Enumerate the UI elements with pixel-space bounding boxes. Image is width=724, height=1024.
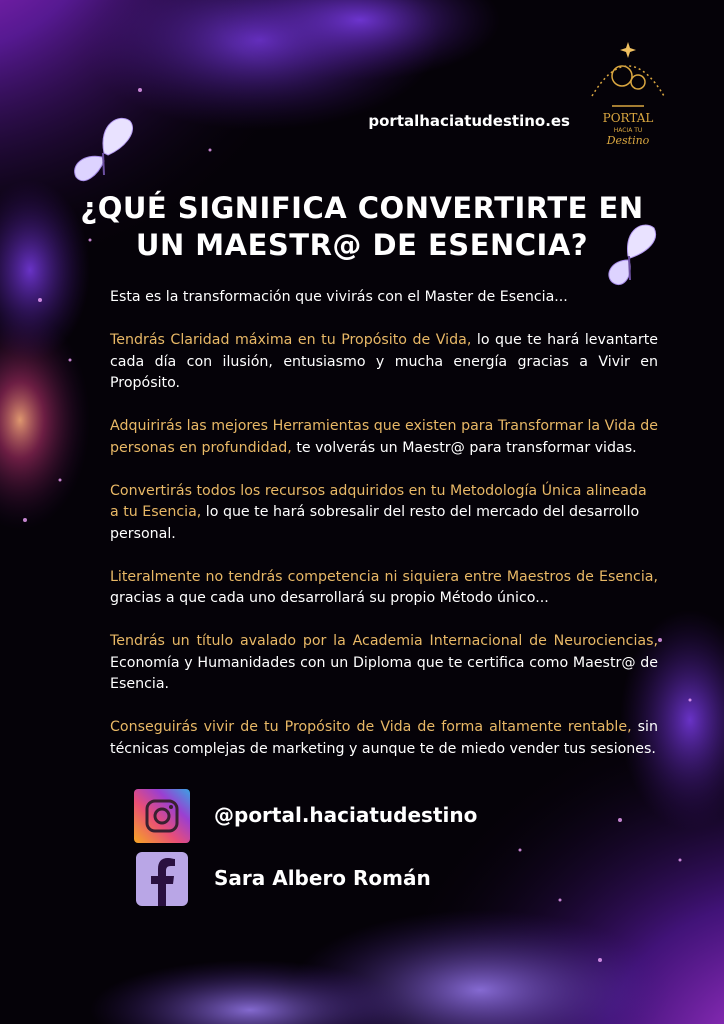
svg-text:PORTAL: PORTAL [602, 111, 654, 125]
website-url[interactable]: portalhaciatudestino.es [368, 112, 570, 130]
benefits-text [110, 287, 658, 782]
benefit-item: Literalmente no tendrás competencia ni siquiera entre Maestros de Esencia, gracias a que cada uno desarrollará su propio Método único... [110, 568, 658, 606]
facebook-name[interactable]: Sara Albero Román [214, 866, 431, 890]
butterfly-icon [600, 220, 660, 292]
benefit-item: Tendrás Claridad máxima en tu Propósito de Vida, lo que te hará levantarte cada día con ilusión, entusiasmo y mucha energía gracias a Vivir en Propósito. [110, 332, 658, 391]
benefit-item: Tendrás un título avalado por la Academia Internacional de Neurociencias, Economía y Humanidades con un Diploma que te certifica como Maestr@ de Esencia. [110, 633, 658, 692]
butterfly-icon [68, 113, 138, 189]
benefit-item: Adquirirás las mejores Herramientas que existen para Transformar la Vida de personas en profundidad, te volverás un Maestr@ para transformar vidas. [110, 418, 658, 456]
page-title: ¿QUÉ SIGNIFICA CONVERTIRTE EN UN MAESTR@ DE ESENCIA? [80, 191, 644, 262]
benefit-item: Convertirás todos los recursos adquiridos en tu Metodología Única alineada a tu Esencia, lo que te hará sobresalir del resto del mercado del desarrollo personal. [110, 482, 647, 542]
portal-logo [582, 36, 674, 148]
facebook-icon[interactable] [134, 852, 190, 906]
facebook-row[interactable] [134, 852, 634, 906]
intro-text: Esta es la transformación que vivirás con el Master de Esencia... [110, 289, 568, 305]
instagram-handle[interactable]: @portal.haciatudestino [214, 803, 478, 827]
instagram-row[interactable] [134, 789, 634, 843]
benefit-item: Conseguirás vivir de tu Propósito de Vida de forma altamente rentable, sin técnicas complejas de marketing y aunque te de miedo vender tus sesiones. [110, 719, 658, 757]
svg-text:HACIA TU: HACIA TU [613, 127, 643, 134]
svg-text:Destino: Destino [606, 134, 650, 147]
instagram-icon[interactable] [134, 789, 190, 843]
